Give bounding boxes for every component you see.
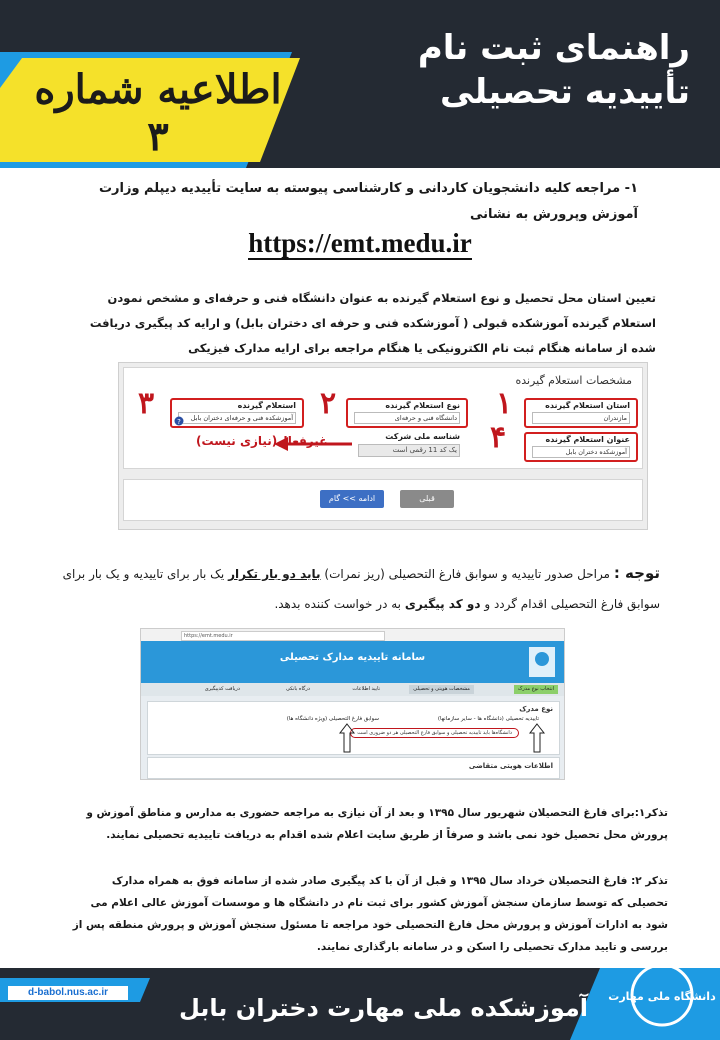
marker-2: ۲ bbox=[320, 386, 337, 421]
doc-type-title: نوع مدرک bbox=[519, 705, 553, 713]
svg-text:?: ? bbox=[177, 418, 181, 426]
province-field[interactable] bbox=[524, 398, 638, 428]
emblem-icon bbox=[527, 645, 557, 679]
note-emphasis-repeat: باید دو بار تکرار bbox=[228, 567, 321, 581]
note-paragraph bbox=[60, 558, 660, 619]
company-id-label: شناسه ملی شرکت bbox=[385, 432, 460, 441]
inquirer-title-label: عنوان استعلام گیرنده bbox=[545, 435, 630, 444]
site-url[interactable] bbox=[0, 228, 720, 259]
university-logo-icon bbox=[608, 962, 716, 1028]
instruction-paragraph: تعیین استان محل تحصیل و نوع استعلام گیرنده به عنوان دانشگاه فنی و حرفه‌ای و مشخص نمودن استعلام گیرنده آموزشکده قبولی ( آموزشکده فنی و حرفه ای دختران بابل) و ارایه کد پیگیری دریافت شده از سامانه هنگام ثبت نام الکترونیکی یا هنگام مراجعه برای ارایه مدارک فیزیکی bbox=[89, 291, 656, 355]
reminder-1: تذکر۱:برای فارغ التحصیلان شهریور سال ۱۳۹۵ و بعد از آن نیازی به مراجعه حضوری به مدارس و مناطق آموزش و پرورش محل تحصیل خود نمی باشد و صرفاً از طریق سایت اعلام شده اقدام به دریافت تاییدیه تحصیلی نمایند. bbox=[86, 807, 668, 841]
applicant-info-panel bbox=[147, 757, 560, 779]
inquirer-field[interactable] bbox=[170, 398, 304, 428]
step-choose-doc[interactable]: انتخاب نوع مدرک bbox=[514, 685, 558, 694]
next-step-button[interactable]: ادامه >> گام بعدی bbox=[320, 490, 384, 508]
steps-bar bbox=[141, 683, 564, 696]
header-title-line2: تأییدیه تحصیلی bbox=[440, 72, 690, 112]
doc-type-hint: دانشگاه‌ها باید تاییدیه تحصیلی و سوابق فارغ التحصیلی هر دو ضروری است bbox=[350, 728, 519, 738]
previous-button[interactable]: قبلی bbox=[400, 490, 454, 508]
step-confirm[interactable]: تایید اطلاعات bbox=[352, 686, 380, 692]
inquirer-title-input[interactable]: آموزشکده دختران بابل bbox=[532, 446, 630, 458]
note-lead: توجه : bbox=[613, 564, 660, 582]
system-screenshot bbox=[140, 628, 565, 780]
inquirer-label: استعلام گیرنده bbox=[237, 401, 296, 410]
logo-text: دانشگاه ملی مهارت bbox=[608, 990, 716, 1003]
help-icon[interactable] bbox=[174, 416, 184, 426]
province-label: استان استعلام گیرنده bbox=[545, 401, 630, 410]
arrow-up-icon bbox=[340, 724, 354, 752]
note-part2: یک بار برای تاییدیه و یک بار برای سوابق فارغ التحصیلی اقدام گردد و bbox=[62, 567, 660, 611]
step-bank[interactable]: درگاه بانکی bbox=[286, 686, 310, 692]
footer-title: آموزشکده ملی مهارت دختران بابل bbox=[178, 994, 588, 1022]
form-button-row bbox=[123, 479, 643, 521]
arrow-up-icon bbox=[530, 724, 544, 752]
applicant-info-title: اطلاعات هویتی متقاضی bbox=[468, 762, 553, 770]
notice-number: اطلاعیه شماره ۳ bbox=[34, 66, 282, 160]
inquirer-select[interactable]: آموزشکده فنی و حرفه‌ای دختران بابل bbox=[178, 412, 296, 424]
form-title: مشخصات استعلام گیرنده bbox=[515, 374, 632, 387]
option-graduation-records[interactable]: سوابق فارغ التحصیلی (ویژه دانشگاه ها) bbox=[286, 716, 379, 722]
site-url-link[interactable]: https://emt.medu.ir bbox=[248, 228, 472, 258]
header-title bbox=[418, 26, 690, 114]
step-identity[interactable]: مشخصات هویتی و تحصیلی bbox=[409, 685, 474, 694]
inquirer-type-label: نوع استعلام گیرنده bbox=[385, 401, 460, 410]
system-title: سامانه تاییدیه مدارک تحصیلی bbox=[279, 652, 426, 663]
marker-4: ۴ bbox=[490, 420, 507, 455]
province-select[interactable]: مازندران bbox=[532, 412, 630, 424]
note-emphasis-codes: دو کد پیگیری bbox=[404, 597, 481, 611]
marker-1: ۱ bbox=[496, 386, 513, 421]
company-id-field bbox=[354, 432, 464, 458]
address-bar[interactable]: https://emt.medu.ir bbox=[181, 631, 385, 641]
header-title-line1: راهنمای ثبت نام bbox=[417, 28, 690, 68]
inactive-note: غیرفعال(نیازی نیست) bbox=[196, 434, 328, 448]
company-id-input: یک کد 11 رقمی است bbox=[358, 444, 460, 457]
note-part1: مراحل صدور تاییدیه و سوابق فارغ التحصیلی (ریز نمرات) bbox=[324, 567, 610, 581]
note-part3: به در خواست کننده بدهد. bbox=[274, 597, 402, 611]
footer-site-url[interactable]: d-babol.nus.ac.ir bbox=[8, 986, 128, 1000]
option-confirmation[interactable]: تاییدیه تحصیلی (دانشگاه ها - سایر سازمانها) bbox=[437, 716, 539, 722]
marker-3: ۳ bbox=[138, 386, 155, 421]
inquirer-type-field[interactable] bbox=[346, 398, 468, 428]
section1-text: ۱- مراجعه کلیه دانشجویان کاردانی و کارشناسی پیوسته به سایت تأییدیه دیپلم وزارت آموزش وپرورش به نشانی bbox=[98, 181, 638, 222]
inquirer-type-select[interactable]: دانشگاه فنی و حرفه‌ای bbox=[354, 412, 460, 424]
form-card bbox=[123, 367, 643, 469]
doc-type-panel bbox=[147, 701, 560, 755]
inquirer-title-field[interactable] bbox=[524, 432, 638, 462]
reminder-2: تذکر ۲: فارغ التحصیلان خرداد سال ۱۳۹۵ و قبل از آن با کد پیگیری صادر شده از سامانه فوق به همراه مدارک تحصیلی که توسط سازمان سنجش آموزش کشور برای ثبت نام در دانشگاه ها و موسسات آموزش عالی اعلام می شود به ادارات آموزش و پرورش محل فارغ التحصیلی خود مراجعه تا مسئول سنجش آموزش و پرورش منطقه پس از بررسی و تایید مدارک تحصیلی را اسکن و در سامانه بارگذاری نمایند. bbox=[72, 875, 668, 953]
step-tracking[interactable]: دریافت کدپیگیری bbox=[204, 686, 240, 692]
